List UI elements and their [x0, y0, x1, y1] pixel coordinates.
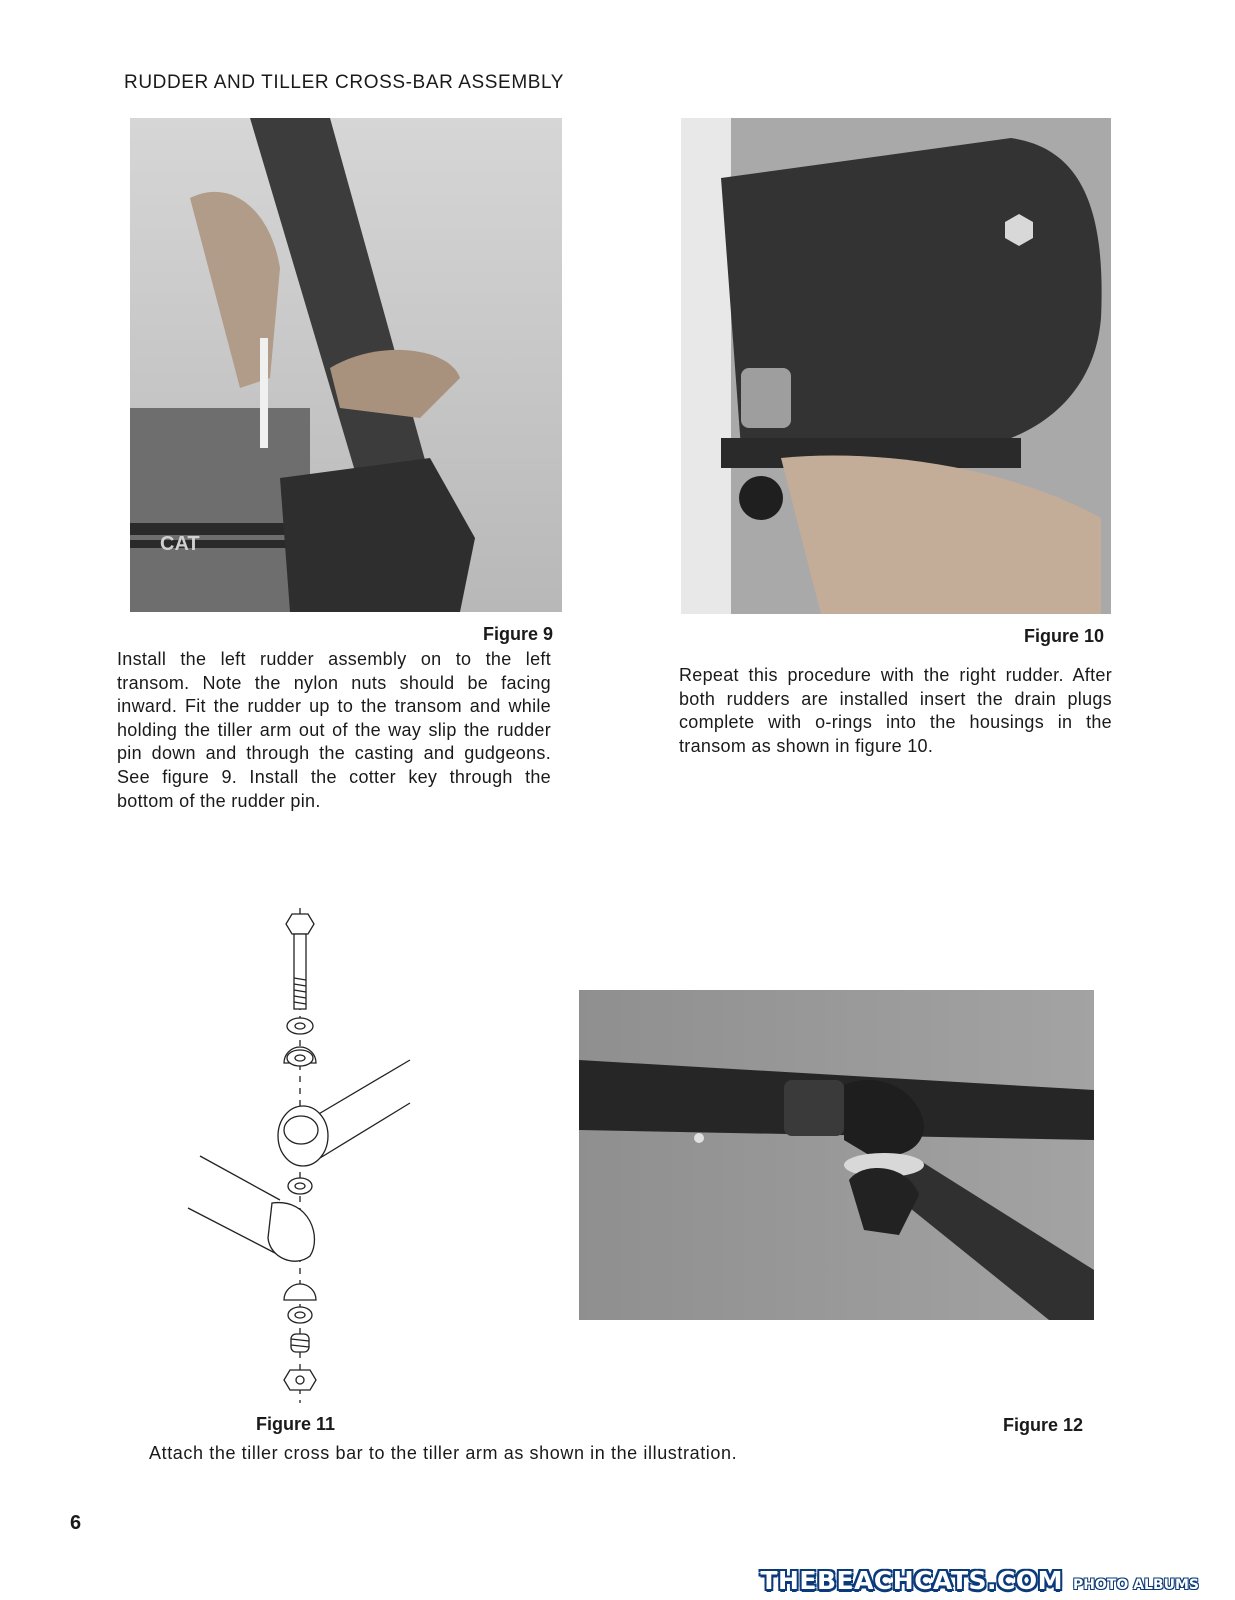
- figure-11-illustration: [180, 908, 420, 1403]
- figure-10-text: Repeat this procedure with the right rudder. After both rudders are installed insert the drain plugs complete with o-rings into the housings in the transom as shown in figure 10.: [679, 665, 1112, 756]
- figure-9-caption: Figure 9: [483, 624, 554, 644]
- figure-9-text: Install the left rudder assembly on to the left transom. Note the nylon nuts should be facing inward. Fit the rudder up to the transom and while holding the tiller arm out of the way slip the rudder pin down and through the casting and gudgeons. See figure 9. Install the cotter key through the bottom of the rudder pin.: [117, 649, 551, 811]
- figure-12-caption: Figure 12: [1003, 1415, 1084, 1435]
- page-heading: RUDDER AND TILLER CROSS-BAR ASSEMBLY: [124, 72, 565, 93]
- figure-10-photo: [681, 118, 1111, 614]
- figure-9-photo: [130, 118, 562, 612]
- figure-12-photo: [579, 990, 1094, 1320]
- watermark-sub-text: PHOTO ALBUMS: [1072, 1577, 1199, 1593]
- figure-10-caption: Figure 10: [1024, 626, 1105, 646]
- page-number: 6: [70, 1512, 82, 1534]
- figure-11-caption: Figure 11: [256, 1414, 336, 1434]
- hull-logo-text: CAT: [160, 533, 200, 555]
- bottom-instruction: Attach the tiller cross bar to the tiller arm as shown in the illustration.: [149, 1443, 738, 1463]
- watermark-main-text: THEBEACHCATS.COM: [760, 1566, 1063, 1595]
- site-watermark: [760, 1566, 1199, 1595]
